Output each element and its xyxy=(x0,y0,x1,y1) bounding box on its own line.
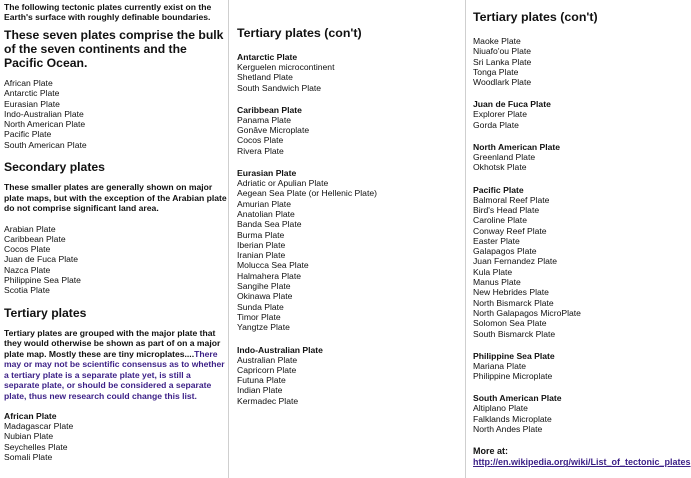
plate-item: Cocos Plate xyxy=(237,135,284,146)
plate-group-title: Indo-Australian Plate xyxy=(237,344,323,355)
plate-item: Greenland Plate xyxy=(473,152,536,163)
plate-item: Caribbean Plate xyxy=(4,233,66,244)
plate-group xyxy=(237,52,465,93)
plate-item: Amurian Plate xyxy=(237,198,291,209)
plate-group-list xyxy=(473,109,638,130)
plate-item: Iberian Plate xyxy=(237,239,286,250)
plate-item: South American Plate xyxy=(4,139,87,150)
plate-item: Molucca Sea Plate xyxy=(237,260,309,271)
plate-item: Tonga Plate xyxy=(473,66,519,77)
plate-group-list xyxy=(237,178,465,332)
tertiary-cont-heading: Tertiary plates (con't) xyxy=(237,26,362,40)
plate-item: North Bismarck Plate xyxy=(473,297,554,308)
plate-item: Shetland Plate xyxy=(237,72,293,83)
plate-item: Indo-Australian Plate xyxy=(4,108,84,119)
plate-item: Balmoral Reef Plate xyxy=(473,194,550,205)
plate-item: Banda Sea Plate xyxy=(237,219,302,230)
plate-item: Okinawa Plate xyxy=(237,291,293,302)
plate-item: Juan Fernandez Plate xyxy=(473,256,558,267)
plate-item: Kula Plate xyxy=(473,266,513,277)
plate-group-title: Eurasian Plate xyxy=(237,168,297,179)
plate-item: South Bismarck Plate xyxy=(473,328,556,339)
plate-item: Woodlark Plate xyxy=(473,77,532,88)
plate-item: African Plate xyxy=(4,78,53,88)
african-microplates-list xyxy=(4,421,228,462)
intro-text: The following tectonic plates currently exist on the Earth's surface with roughly definable boundaries. xyxy=(4,2,212,22)
plate-group xyxy=(473,351,638,382)
plate-item: Adriatic or Apulian Plate xyxy=(237,178,329,189)
major-plates-heading: These seven plates comprise the bulk of the seven continents and the Pacific Ocean. xyxy=(4,28,224,70)
secondary-plates-heading: Secondary plates xyxy=(4,160,105,175)
plate-item: Kermadec Plate xyxy=(237,395,299,406)
tertiary-plates-description xyxy=(4,328,228,402)
plate-item: Halmahera Plate xyxy=(237,270,302,281)
secondary-plates-description: These smaller plates are generally shown on major plate maps, but with the exception of the Arabian plate do not comprise significant land area. xyxy=(4,182,227,214)
plate-item: Juan de Fuca Plate xyxy=(4,254,79,265)
plate-group-list xyxy=(473,195,638,339)
plate-group-list xyxy=(473,361,638,382)
wikipedia-link[interactable]: http://en.wikipedia.org/wiki/List_of_tectonic_plates xyxy=(473,457,691,468)
column-2 xyxy=(229,0,465,478)
plate-group xyxy=(237,168,465,332)
plate-item: North Galapagos MicroPlate xyxy=(473,307,581,318)
plate-item: Nazca Plate xyxy=(4,264,51,275)
plate-item: Maoke Plate xyxy=(473,36,521,46)
plate-group-title: South American Plate xyxy=(473,393,562,404)
plate-item: Mariana Plate xyxy=(473,360,527,371)
plate-item: North Andes Plate xyxy=(473,424,543,435)
plate-item: Sri Lanka Plate xyxy=(473,56,532,67)
plate-group-list xyxy=(473,152,638,173)
plate-item: Futuna Plate xyxy=(237,375,286,386)
plate-item: North American Plate xyxy=(4,119,86,130)
secondary-plates-list xyxy=(4,224,228,296)
plate-item: Conway Reef Plate xyxy=(473,225,547,236)
plate-item: Kerguelen microcontinent xyxy=(237,62,335,72)
plate-item: Rivera Plate xyxy=(237,145,284,156)
plate-item: South Sandwich Plate xyxy=(237,82,322,93)
plate-item: New Hebrides Plate xyxy=(473,287,549,298)
plate-item: Manus Plate xyxy=(473,277,521,288)
plate-item: Iranian Plate xyxy=(237,250,286,261)
plate-item: Indian Plate xyxy=(237,385,283,396)
plate-group xyxy=(237,105,465,156)
plate-group-list xyxy=(237,62,465,93)
plate-item: Altiplano Plate xyxy=(473,403,528,414)
tertiary-plates-heading: Tertiary plates xyxy=(4,305,87,320)
column-1 xyxy=(0,0,228,478)
plate-group-title: Antarctic Plate xyxy=(237,52,298,62)
plate-item: Australian Plate xyxy=(237,354,298,365)
plate-item: Caroline Plate xyxy=(473,215,527,226)
plate-item: Pacific Plate xyxy=(4,129,52,140)
plate-item: Niuafo'ou Plate xyxy=(473,46,532,57)
plate-group xyxy=(473,393,638,434)
plate-group xyxy=(473,185,638,339)
african-plate-title: African Plate xyxy=(4,411,57,422)
plate-item: Gorda Plate xyxy=(473,119,519,130)
plate-item: Sangihe Plate xyxy=(237,281,291,292)
plate-item: Okhotsk Plate xyxy=(473,162,527,173)
plate-item: Arabian Plate xyxy=(4,223,56,234)
plate-item: Seychelles Plate xyxy=(4,441,68,452)
plate-item: Capricorn Plate xyxy=(237,364,297,375)
plate-item: Bird's Head Plate xyxy=(473,204,540,215)
column-3 xyxy=(466,0,691,478)
plate-item: Aegean Sea Plate (or Hellenic Plate) xyxy=(237,188,377,199)
plate-item: Philippine Sea Plate xyxy=(4,275,81,286)
plate-item: Timor Plate xyxy=(237,311,281,322)
plate-item: Madagascar Plate xyxy=(4,421,74,432)
plate-item: Sunda Plate xyxy=(237,301,284,312)
plate-group-title: Philippine Sea Plate xyxy=(473,350,555,361)
plate-group-list xyxy=(237,355,465,406)
plate-item: Eurasian Plate xyxy=(4,98,60,109)
plate-item: Nubian Plate xyxy=(4,431,54,442)
plate-group-title: Pacific Plate xyxy=(473,184,524,195)
plate-group xyxy=(473,142,638,173)
plate-group-title: Caribbean Plate xyxy=(237,104,302,115)
more-info xyxy=(473,446,691,468)
plate-item: Easter Plate xyxy=(473,235,520,246)
plate-item: Explorer Plate xyxy=(473,109,527,120)
plate-group-title: Juan de Fuca Plate xyxy=(473,99,551,110)
column-3-groups xyxy=(473,99,638,434)
plate-item: Galapagos Plate xyxy=(473,246,537,257)
plate-group-list xyxy=(473,403,638,434)
indo-australian-continued-list xyxy=(473,36,638,87)
plate-group xyxy=(473,99,638,130)
plate-group-list xyxy=(237,115,465,156)
plate-item: Gonâve Microplate xyxy=(237,125,310,136)
plate-item: Solomon Sea Plate xyxy=(473,318,547,329)
plate-item: Anatolian Plate xyxy=(237,208,295,219)
column-2-groups xyxy=(237,52,465,406)
plate-item: Antarctic Plate xyxy=(4,88,60,99)
tertiary-cont-heading-2: Tertiary plates (con't) xyxy=(473,10,598,24)
plate-item: Panama Plate xyxy=(237,114,291,125)
tertiary-description-plain: Tertiary plates are grouped with the major plate that they would otherwise be shown as part of on a major plate map. Mostly these are tiny microplates.... xyxy=(4,327,221,359)
plate-item: Cocos Plate xyxy=(4,244,51,255)
plate-item: Philippine Microplate xyxy=(473,371,553,382)
plate-item: Yangtze Plate xyxy=(237,322,290,333)
plate-item: Somali Plate xyxy=(4,452,53,463)
plate-group-title: North American Plate xyxy=(473,142,561,153)
more-label: More at: xyxy=(473,446,509,457)
plate-item: Burma Plate xyxy=(237,229,285,240)
plate-group xyxy=(237,345,465,406)
plate-item: Falklands Microplate xyxy=(473,413,552,424)
plate-item: Scotia Plate xyxy=(4,285,50,296)
major-plates-list xyxy=(4,78,228,150)
tertiary-description-highlight: There may or may not be scientific consensus as to whether a tertiary plate is a separate plate yet, is still a separate plate, or should be considered a separate plate, thus new research could change this list. xyxy=(4,348,225,401)
